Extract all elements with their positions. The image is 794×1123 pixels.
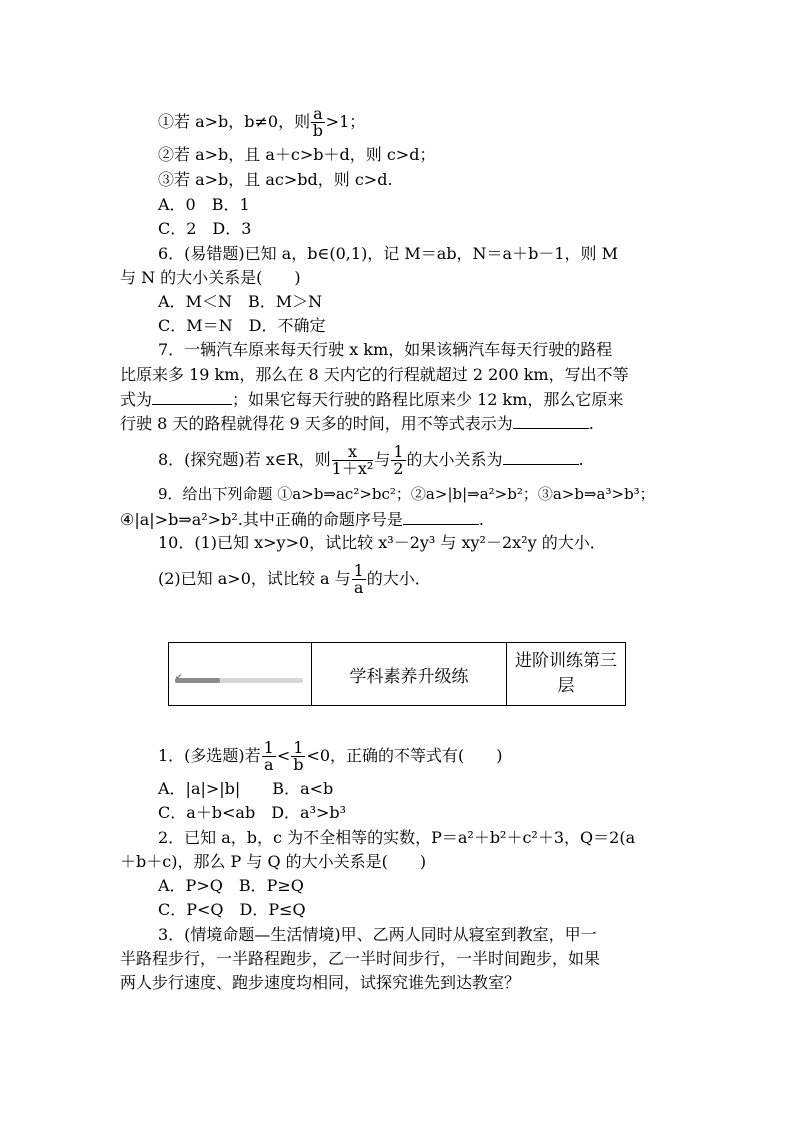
p3-line-3: 两人步行速度、跑步速度均相同，试探究谁先到达教室？: [120, 973, 521, 992]
fraction-one-half: $\frac{1}{2}$: [393, 442, 404, 478]
p2-line-2: ＋b＋c)，那么 P 与 Q 的大小关系是( ): [120, 852, 427, 871]
q6-line-1: 6．(易错题)已知 a，b∈(0,1)，记 M＝ab，N＝a＋b－1，则 M: [158, 244, 618, 263]
q5-statement-2: ②若 a>b，且 a＋c>b＋d，则 c>d；: [158, 145, 436, 164]
q10-part-2: (2)已知 a>0，试比较 a 与 $\frac{1}{a}$ 的大小．: [158, 561, 431, 597]
q5-statement-3: ③若 a>b，且 ac>bd，则 c>d.: [158, 170, 393, 189]
p1-options-ab: A．|a|>|b| B．a<b: [158, 779, 334, 798]
q5-statement-1: ①若 a>b，b≠0，则 $\frac{a}{b}$ >1；: [158, 104, 366, 140]
q6-options-ab: A．M＜N B．M＞N: [158, 292, 323, 311]
p1-options-cd: C．a＋b<ab D．a³>b³: [158, 803, 347, 822]
p3-line-2: 半路程步行，一半路程跑步，乙一半时间步行，一半时间跑步，如果: [120, 949, 601, 968]
q7-line-1: 7．一辆汽车原来每天行驶 x km，如果该辆汽车每天行驶的路程: [158, 340, 613, 359]
p3-line-1: 3．(情境命题—生活情境)甲、乙两人同时从寝室到教室，甲一: [158, 925, 597, 944]
fraction-1-over-b: $\frac{1}{b}$: [293, 738, 304, 774]
fraction-a-over-b: $\frac{a}{b}$: [312, 104, 323, 140]
banner-title: 学科素养升级练: [312, 643, 507, 705]
q7-line-4: 行驶 8 天的路程就得花 9 天多的时间，用不等式表示为 .: [120, 410, 680, 435]
q6-line-2: 与 N 的大小关系是( ): [120, 268, 301, 287]
q5-options-ab: A．0 B．1: [158, 195, 250, 214]
q8-line: 8．(探究题)若 x∈R，则 $\frac{x}{\text{1＋x²}}$ 与 $\frac{1}{2}$ 的大小关系为 .: [158, 442, 584, 478]
q7-line-3: 式为 ；如果它每天行驶的路程比原来少 12 km，那么它原来: [120, 386, 680, 411]
check-icon: ✔: [175, 673, 183, 683]
fraction-x-over-1-plus-x2: $\frac{x}{\text{1＋x²}}$: [331, 442, 374, 478]
progress-bar: [175, 678, 303, 683]
q7-line-2: 比原来多 19 km，那么在 8 天内它的行程就超过 2 200 km，写出不等: [120, 365, 629, 384]
section-banner: [168, 642, 626, 706]
banner-subtitle: 进阶训练第三层: [515, 651, 617, 696]
p2-line-1: 2．已知 a，b，c 为不全相等的实数，P＝a²＋b²＋c²＋3，Q＝2(a: [158, 828, 636, 847]
q9-line-1: 9．给出下列命题 ①a>b⇒ac²>bc²；②a>|b|⇒a²>b²；③a>b⇒a³>b³；: [158, 485, 655, 503]
q5-options-cd: C．2 D．3: [158, 219, 252, 238]
fraction-1-over-a: $\frac{1}{a}$: [263, 738, 274, 774]
p2-options-cd: C．P<Q D．P≤Q: [158, 900, 306, 919]
banner-decoration: [169, 643, 312, 705]
answer-blank: [513, 410, 589, 429]
p2-options-ab: A．P>Q B．P≥Q: [158, 876, 304, 895]
answer-blank: [403, 506, 479, 525]
answer-blank: [152, 386, 232, 405]
p1-line: 1．(多选题)若 $\frac{1}{a}$ < $\frac{1}{b}$ <0，正确的不等式有( ): [158, 738, 503, 774]
q6-options-cd: C．M＝N D．不确定: [158, 316, 326, 335]
q10-part-1: 10．(1)已知 x>y>0，试比较 x³－2y³ 与 xy²－2x²y 的大小．: [158, 533, 606, 552]
q9-line-2: ④|a|>b⇒a²>b².其中正确的命题序号是 .: [120, 506, 680, 531]
answer-blank: [503, 446, 579, 465]
fraction-1-over-a: $\frac{1}{a}$: [353, 561, 364, 597]
